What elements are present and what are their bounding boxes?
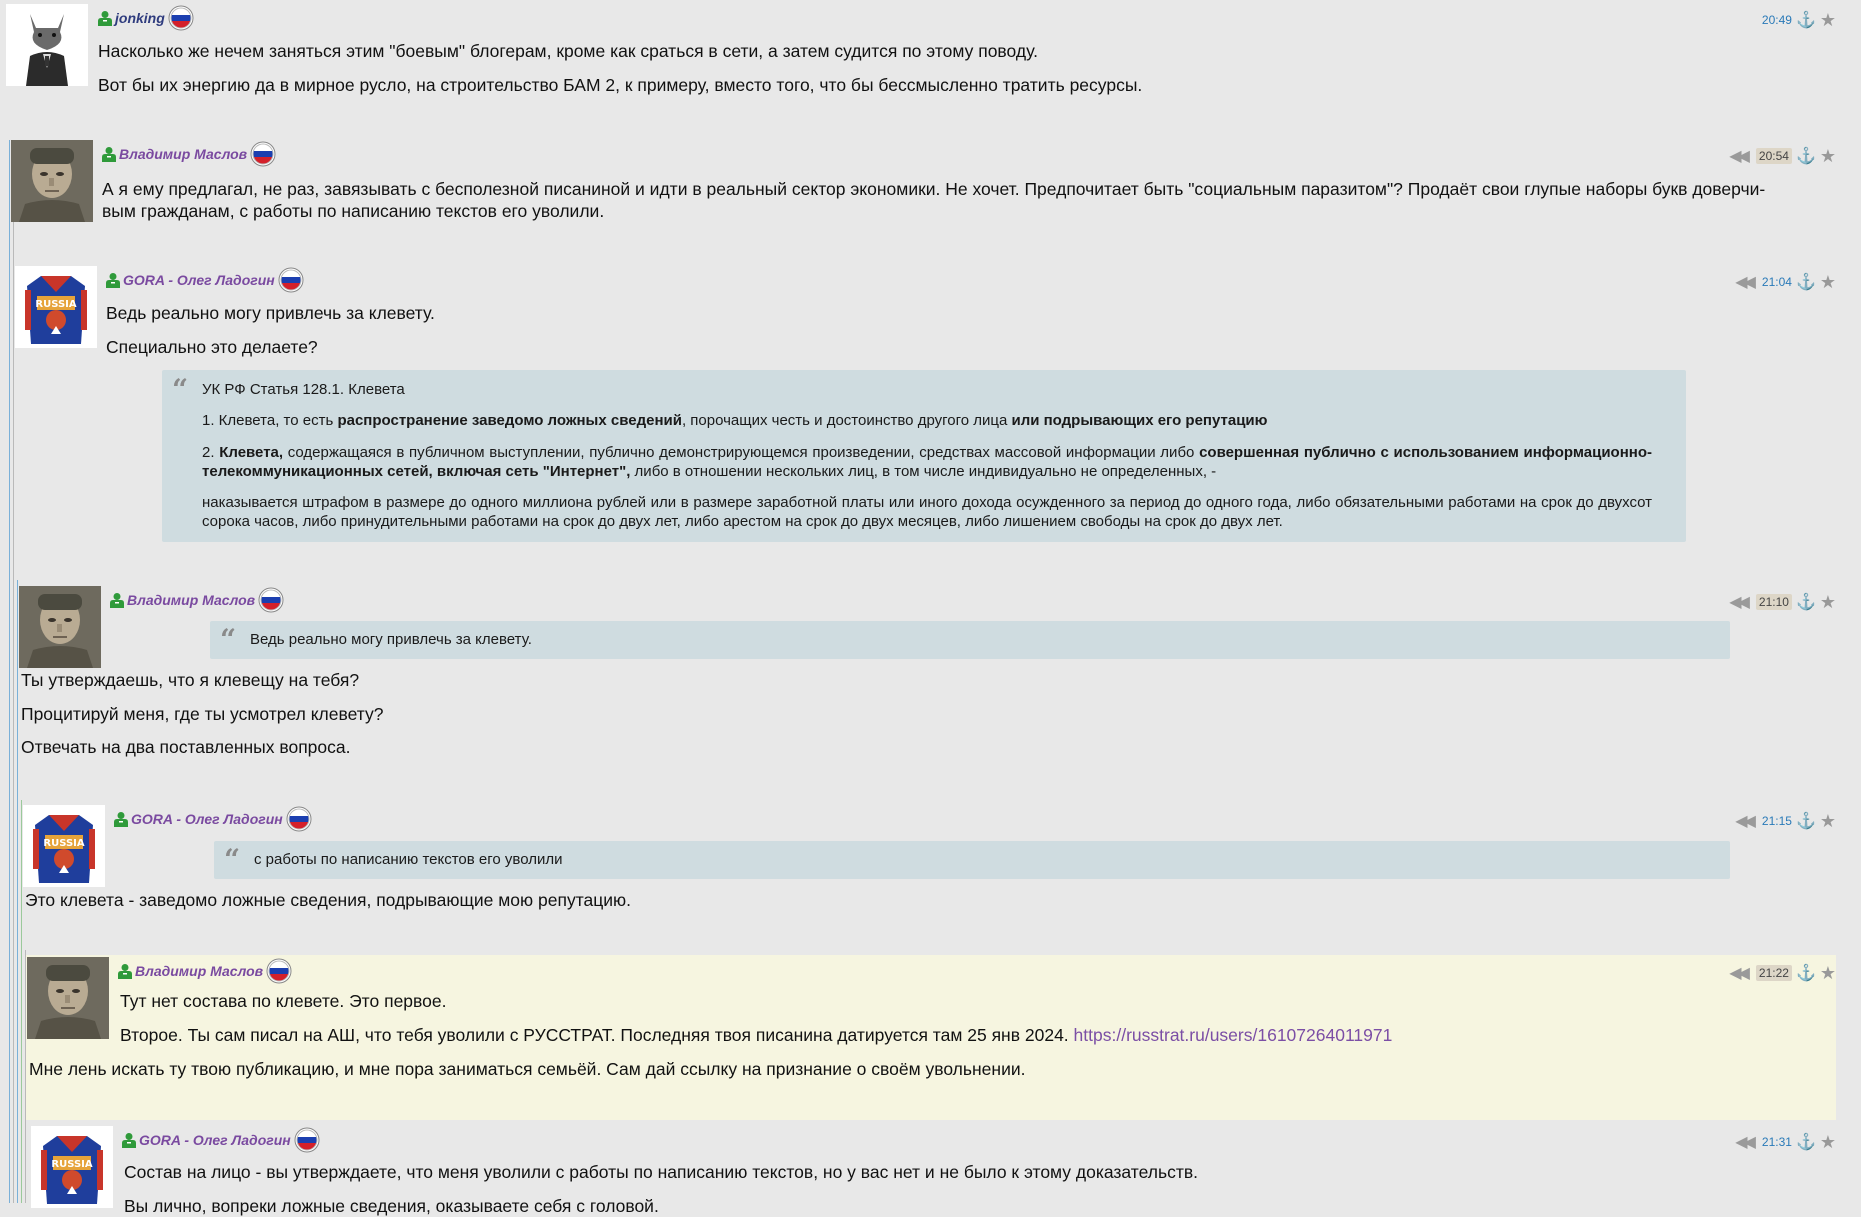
parent-arrow-icon[interactable]: ◀◀ [1735,813,1752,830]
quote-bold: или подрывающих его репутацию [1011,412,1268,429]
parent-arrow-icon[interactable]: ◀◀ [1729,965,1746,982]
thread-line [9,140,10,1203]
star-icon[interactable]: ★ [1819,145,1836,166]
quote-bold: совершенная публично с использованием информационно-телекоммуникационных сетей, включая сеть "Интернет", [202,444,1652,480]
anchor-icon[interactable]: ⚓ [1795,274,1816,291]
comment [18,582,1836,782]
quote-mark-icon: “ [224,843,241,876]
user-icon [122,1132,136,1148]
comment-text-part: Второе. Ты сам писал на АШ, что тебя уволили с РУССТРАТ. Последняя твоя писанина датируется там 25 янв 2024. [120,1025,1074,1045]
quote-mark-icon: “ [172,373,189,406]
star-icon[interactable]: ★ [1819,591,1836,612]
quote-text: 1. Клевета, то есть [202,412,338,429]
author-name[interactable]: GORA - Олег Ладогин [139,1132,291,1148]
comment-text: Ты утверждаешь, что я клевещу на тебя? [21,670,360,690]
comment-text: Вот бы их энергию да в мирное русло, на строительство БАМ 2, к примеру, вместо того, что бы бессмысленно тратить ресурсы. [98,75,1143,95]
anchor-icon[interactable]: ⚓ [1795,12,1816,29]
comment-text: Тут нет состава по клевете. Это первое. [120,991,447,1011]
comment-time[interactable]: 21:15 [1761,814,1792,828]
quote-text: Ведь реально могу привлечь за клевету. [250,631,532,648]
parent-arrow-icon[interactable]: ◀◀ [1735,1134,1752,1151]
russia-flag-icon [278,267,304,293]
comment [0,0,1836,120]
author-name[interactable]: Владимир Маслов [119,146,248,162]
anchor-icon[interactable]: ⚓ [1795,148,1816,165]
avatar[interactable] [31,1126,113,1208]
user-icon [106,272,120,288]
comment-time[interactable]: 20:54 [1756,148,1792,164]
comment-time[interactable]: 20:49 [1761,13,1792,27]
comment-header [106,267,304,293]
comment-time[interactable]: 21:04 [1761,275,1792,289]
anchor-icon[interactable]: ⚓ [1795,1134,1816,1151]
russia-flag-icon [266,958,292,984]
comment-text: Мне лень искать ту твою публикацию, и мне пора заниматься семьёй. Сам дай ссылку на признание о своём увольнении. [29,1059,1026,1079]
author-name[interactable]: Владимир Маслов [135,963,264,979]
comment-text: Вы лично, вопреки ложные сведения, оказываете себя с головой. [124,1196,659,1216]
star-icon[interactable]: ★ [1819,9,1836,30]
comment-header [122,1127,320,1153]
profile-link[interactable]: https://russtrat.ru/users/16107264011971 [1073,1025,1393,1045]
user-icon [118,963,132,979]
star-icon[interactable]: ★ [1819,810,1836,831]
comment-text: Насколько же нечем заняться этим "боевым" блогерам, кроме как сраться в сети, а затем судится по этому поводу. [98,41,1038,61]
comment-highlighted [26,955,1836,1120]
comment-header [114,806,312,832]
parent-arrow-icon[interactable]: ◀◀ [1729,148,1746,165]
quote-block [210,621,1730,659]
quote-text: содержащаяся в публичном выступлении, публично демонстрирующемся произведении, средствах массовой информации либо [283,444,1200,461]
comment-time[interactable]: 21:22 [1756,965,1792,981]
comment-text: Специально это делаете? [106,337,318,357]
comment-text: Отвечать на два поставленных вопроса. [21,737,351,757]
avatar[interactable] [11,140,93,222]
comment-meta [1729,589,1836,615]
quote-text: 2. [202,444,220,461]
parent-arrow-icon[interactable]: ◀◀ [1729,594,1746,611]
comment [22,801,1836,951]
avatar[interactable] [23,805,105,887]
avatar[interactable] [27,957,109,1039]
star-icon[interactable]: ★ [1819,271,1836,292]
quote-mark-icon: “ [220,623,237,656]
quote-block [214,841,1730,879]
author-name[interactable]: jonking [115,10,165,26]
author-name[interactable]: GORA - Олег Ладогин [131,811,283,827]
comment-time[interactable]: 21:31 [1761,1135,1792,1149]
comment-meta [1762,7,1836,33]
quote-text: либо в отношении нескольких лиц, в том числе индивидуально не определенных, - [630,463,1217,480]
author-name[interactable]: GORA - Олег Ладогин [123,272,275,288]
quote-text: , порочащих честь и достоинство другого лица [681,412,1012,429]
russia-flag-icon [250,141,276,167]
russia-flag-icon [286,806,312,832]
star-icon[interactable]: ★ [1819,1131,1836,1152]
russia-flag-icon [168,5,194,31]
russia-flag-icon [294,1127,320,1153]
comment-meta [1735,1129,1836,1155]
comment-text [120,1024,1392,1046]
quote-block [162,370,1686,542]
avatar[interactable] [15,266,97,348]
comment [30,1124,1836,1216]
russia-flag-icon [258,587,284,613]
quote-text: с работы по написанию текстов его уволили [254,851,563,868]
quote-bold: Клевета, [219,444,284,461]
avatar[interactable] [19,586,101,668]
quote-paragraph: наказывается штрафом в размере до одного миллиона рублей или в размере заработной платы или иного дохода осужденного за период до одного года, либо обязательными работами на срок до двухсот сорока часов, либо принудительными работами на срок до двух лет, либо арестом на срок до двух месяцев, либо лишением свободы на срок до двух лет. [202,494,1652,530]
author-name[interactable]: Владимир Маслов [127,592,256,608]
comment-header [102,141,276,167]
quote-bold: распространение заведомо ложных сведений [337,412,682,429]
comment-meta [1729,960,1836,986]
anchor-icon[interactable]: ⚓ [1795,813,1816,830]
comment-meta [1735,269,1836,295]
comment-text: Состав на лицо - вы утверждаете, что меня уволили с работы по написанию текстов, но у вас нет и не было к этому доказательств. [124,1162,1199,1182]
avatar[interactable] [6,4,88,86]
comment-time[interactable]: 21:10 [1756,594,1792,610]
comment [10,136,1836,256]
comment-text: Ведь реально могу привлечь за клевету. [106,303,435,323]
comment-text: А я ему предлагал, не раз, завязывать с бесполезной писаниной и идти в реальный сектор экономики. Не хочет. Предпочитает быть "социальным паразитом"? Продаёт свои глупые наборы букв доверчи- [102,179,1766,199]
comment-header [98,5,194,31]
user-icon [102,146,116,162]
anchor-icon[interactable]: ⚓ [1795,594,1816,611]
quote-paragraph [202,412,1267,429]
comment-header [118,958,292,984]
comment-meta [1729,143,1836,169]
quote-paragraph [202,443,1652,481]
star-icon[interactable]: ★ [1819,962,1836,983]
user-icon [98,10,112,26]
comment-text: Процитируй меня, где ты усмотрел клевету? [21,704,384,724]
comment-header [110,587,284,613]
comment [14,262,1836,572]
parent-arrow-icon[interactable]: ◀◀ [1735,274,1752,291]
comment-text: Это клевета - заведомо ложные сведения, подрывающие мою репутацию. [25,890,632,910]
user-icon [114,811,128,827]
anchor-icon[interactable]: ⚓ [1795,965,1816,982]
user-icon [110,592,124,608]
comment-meta [1735,808,1836,834]
comment-text: вым гражданам, с работы по написанию текстов его уволили. [102,201,605,221]
quote-title: УК РФ Статья 128.1. Клевета [202,381,405,398]
